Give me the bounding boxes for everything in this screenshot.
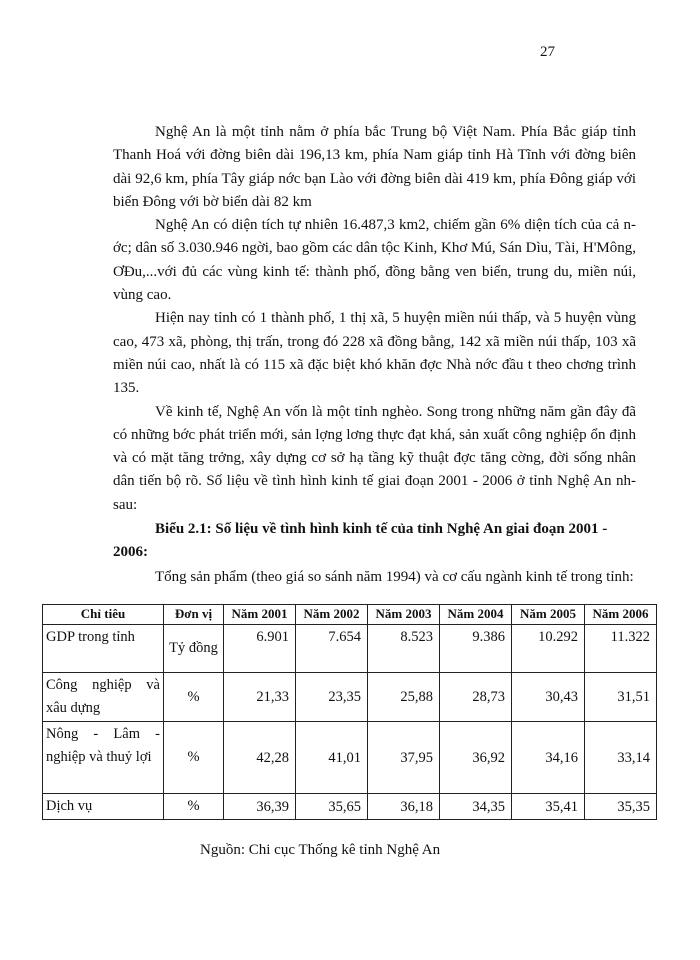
header-year: Năm 2001: [224, 605, 296, 625]
cell-value: 41,01: [296, 722, 368, 794]
header-year: Năm 2005: [512, 605, 585, 625]
cell-value: 36,92: [440, 722, 512, 794]
cell-value: 23,35: [296, 673, 368, 722]
paragraph-economy: Về kinh tế, Nghệ An vốn là một tỉnh nghèo. Song trong những năm gần đây đã có những bớc phát triển mới, sản lợng lơng thực đạt khá, sản xuất công nghiệp ổn định và có mặt tăng trởng, xây dựng cơ sở hạ tầng kỹ thuật đợc tăng cờng, đời sống nhân dân tiến bộ rõ. Số liệu về tình hình kinh tế giai đoạn 2001 - 2006 ở tỉnh Nghệ An nh sau:: [113, 403, 636, 513]
header-year: Năm 2004: [440, 605, 512, 625]
cell-value: 35,41: [512, 794, 585, 820]
cell-value: 21,33: [224, 673, 296, 722]
cell-value: 33,14: [585, 722, 657, 794]
cell-value: 7.654: [296, 625, 368, 673]
source-note: Nguồn: Chi cục Thống kê tỉnh Nghệ An: [200, 842, 441, 858]
cell-value: 8.523: [368, 625, 440, 673]
table-row: [43, 794, 657, 820]
row-label: Công nghiệp và xâu dựng: [43, 673, 164, 722]
row-label: Dịch vụ: [43, 794, 164, 820]
paragraph-administrative: Hiện nay tỉnh có 1 thành phố, 1 thị xã, 5 huyện miền núi thấp, và 5 huyện vùng cao, 473 xã, phòng, thị trấn, trong đó 228 xã đồng bằng, 142 xã miền núi thấp, 103 xã miền núi cao, nhất là có 115 xã đặc biệt khó khăn đợc Nhà nớc đầu t theo chơng trình 135.: [113, 310, 636, 397]
row-unit: %: [164, 673, 224, 722]
cell-value: 28,73: [440, 673, 512, 722]
cell-value: 36,39: [224, 794, 296, 820]
header-year: Năm 2003: [368, 605, 440, 625]
cell-value: 25,88: [368, 673, 440, 722]
header-year: Năm 2006: [585, 605, 657, 625]
body-text: [113, 121, 636, 517]
header-unit: Đơn vị: [164, 605, 224, 625]
cell-value: 42,28: [224, 722, 296, 794]
row-label: Nông - Lâm - nghiệp và thuỷ lợi: [43, 722, 164, 794]
header-indicator: Chỉ tiêu: [43, 605, 164, 625]
cell-value: 31,51: [585, 673, 657, 722]
row-unit: Tỷ đồng: [164, 625, 224, 673]
table-row: [43, 722, 657, 794]
cell-value: 34,35: [440, 794, 512, 820]
table-row: [43, 673, 657, 722]
row-label: GDP trong tỉnh: [43, 625, 164, 673]
row-unit: %: [164, 722, 224, 794]
cell-value: 36,18: [368, 794, 440, 820]
economic-data-table: [42, 604, 657, 820]
cell-value: 11.322: [585, 625, 657, 673]
cell-value: 9.386: [440, 625, 512, 673]
paragraph-location: Nghệ An là một tỉnh nằm ở phía bắc Trung bộ Việt Nam. Phía Bắc giáp tỉnh Thanh Hoá với đờng biên dài 196,13 km, phía Nam giáp tỉnh Hà Tĩnh với đờng biên dài 92,6 km, phía Tây giáp nớc bạn Lào với đờng biên dài 419 km, phía Đông giáp với biển Đông với bờ biển dài 82 km: [113, 124, 636, 210]
cell-value: 35,65: [296, 794, 368, 820]
row-unit: %: [164, 794, 224, 820]
table-title: Biểu 2.1: Số liệu về tình hình kinh tế của tỉnh Nghệ An giai đoạn 2001 - 2006:: [113, 521, 608, 560]
cell-value: 6.901: [224, 625, 296, 673]
table-header-row: [43, 605, 657, 625]
cell-value: 34,16: [512, 722, 585, 794]
header-year: Năm 2002: [296, 605, 368, 625]
cell-value: 35,35: [585, 794, 657, 820]
paragraph-area-population: Nghệ An có diện tích tự nhiên 16.487,3 km2, chiếm gần 6% diện tích của cả nớc; dân số 3.030.946 ngời, bao gồm các dân tộc Kinh, Khơ Mú, Sán Dìu, Tài, H'Mông, ƠĐu,...với đủ các vùng kinh tế: thành phố, đồng bằng ven biển, trung du, miền núi, vùng cao.: [113, 217, 636, 304]
page-number: 27: [540, 44, 555, 60]
cell-value: 37,95: [368, 722, 440, 794]
table-row: [43, 625, 657, 673]
table-subtitle: Tổng sản phẩm (theo giá so sánh năm 1994) và cơ cấu ngành kinh tế trong tỉnh:: [155, 569, 634, 585]
cell-value: 30,43: [512, 673, 585, 722]
cell-value: 10.292: [512, 625, 585, 673]
